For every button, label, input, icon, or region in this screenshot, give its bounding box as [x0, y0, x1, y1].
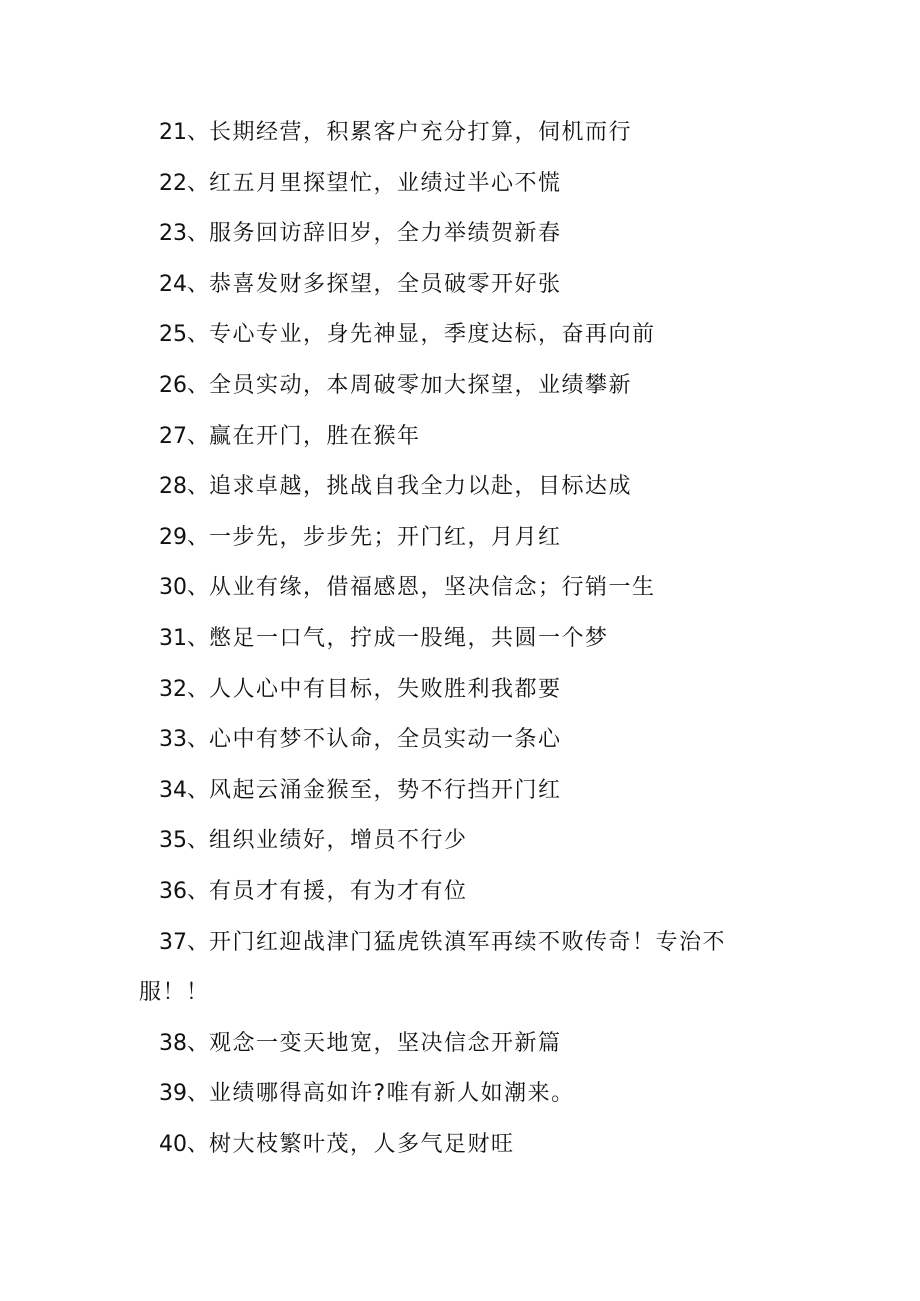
- item-number: 31、: [159, 625, 209, 651]
- item-number: 35、: [159, 828, 209, 854]
- list-item: [139, 159, 779, 210]
- item-number: 21、: [159, 120, 209, 145]
- item-number: 36、: [159, 878, 209, 904]
- item-number: 30、: [159, 575, 209, 601]
- item-text: 心中有梦不认命，全员实动一条心: [209, 727, 562, 753]
- item-number: 33、: [159, 727, 209, 753]
- list-item: [139, 209, 779, 260]
- list-item: [139, 918, 779, 969]
- item-text: 追求卓越，挑战自我全力以赴，目标达成: [209, 474, 633, 500]
- item-number: 38、: [159, 1030, 209, 1056]
- list-item: [139, 563, 779, 614]
- item-number: 24、: [159, 271, 209, 297]
- item-number: 39、: [159, 1081, 209, 1107]
- item-text: 专心专业，身先神显，季度达标，奋再向前: [209, 322, 656, 348]
- item-number: 40、: [159, 1131, 209, 1157]
- list-item: [139, 1019, 779, 1070]
- list-item: [139, 513, 779, 564]
- item-number: 26、: [159, 372, 209, 398]
- item-text: 从业有缘，借福感恩，坚决信念；行销一生: [209, 575, 656, 601]
- list-item: [139, 715, 779, 766]
- list-item: [139, 867, 779, 918]
- item-text: 全员实动，本周破零加大探望，业绩攀新: [209, 372, 633, 398]
- list-item: [139, 816, 779, 867]
- item-number: 28、: [159, 474, 209, 500]
- list-item: [139, 462, 779, 513]
- item-number: 27、: [159, 423, 209, 449]
- item-text: 恭喜发财多探望，全员破零开好张: [209, 271, 562, 297]
- item-text: 服务回访辞旧岁，全力举绩贺新春: [209, 221, 562, 247]
- list-item: [139, 665, 779, 716]
- list-item: [139, 260, 779, 311]
- item-text: 长期经营，积累客户充分打算，伺机而行: [209, 120, 633, 145]
- list-item: [139, 310, 779, 361]
- list-item: [139, 108, 779, 159]
- item-text: 业绩哪得高如许?唯有新人如潮来。: [209, 1081, 575, 1107]
- list-item: [139, 361, 779, 412]
- list-item: [139, 766, 779, 817]
- item-text: 一步先，步步先；开门红，月月红: [209, 524, 562, 550]
- list-item: [139, 614, 779, 665]
- item-number: 37、: [159, 929, 209, 955]
- item-number: 22、: [159, 170, 209, 196]
- item-text-continuation: 服！！: [139, 980, 210, 1006]
- list-item: [139, 1120, 779, 1171]
- item-number: 23、: [159, 221, 209, 247]
- item-text: 树大枝繁叶茂，人多气足财旺: [209, 1131, 515, 1157]
- item-number: 32、: [159, 676, 209, 702]
- item-text: 憋足一口气，拧成一股绳，共圆一个梦: [209, 625, 609, 651]
- item-number: 34、: [159, 777, 209, 803]
- item-text: 开门红迎战津门猛虎铁滇军再续不败传奇！专治不: [209, 929, 727, 955]
- item-text: 赢在开门，胜在猴年: [209, 423, 421, 449]
- list-item-continuation: [139, 968, 779, 1019]
- item-text: 风起云涌金猴至，势不行挡开门红: [209, 777, 562, 803]
- list-item: [139, 412, 779, 463]
- item-number: 25、: [159, 322, 209, 348]
- item-text: 观念一变天地宽，坚决信念开新篇: [209, 1030, 562, 1056]
- item-number: 29、: [159, 524, 209, 550]
- slogan-list: [139, 108, 779, 1170]
- item-text: 红五月里探望忙，业绩过半心不慌: [209, 170, 562, 196]
- list-item: [139, 1069, 779, 1120]
- item-text: 有员才有援，有为才有位: [209, 878, 468, 904]
- item-text: 组织业绩好，增员不行少: [209, 828, 468, 854]
- item-text: 人人心中有目标，失败胜利我都要: [209, 676, 562, 702]
